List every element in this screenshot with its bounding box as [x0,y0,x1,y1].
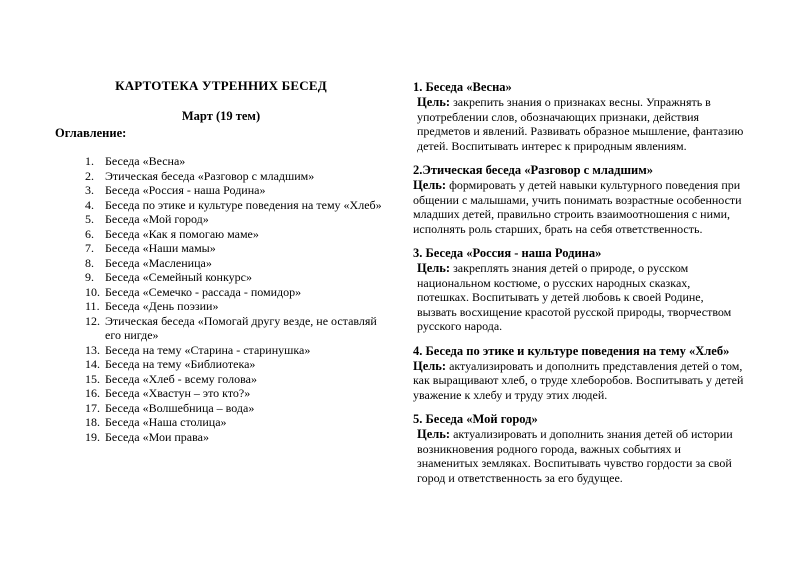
goal-text: закрепить знания о признаках весны. Упражнять в употреблении слов, обозначающих признаки, действия предметов и явлений. Развивать образное мышление, фантазию детей. Воспитывать интерес к природным явлениям. [417,95,744,153]
toc-item: Этическая беседа «Помогай другу везде, не оставляй его нигде» [105,313,377,342]
toc-item: Беседа «Масленица» [105,255,212,270]
section-heading: 4. Беседа по этике и культуре поведения на тему «Хлеб» [413,343,730,358]
toc-item: Беседа «Семечко - рассада - помидор» [105,284,302,299]
section-goal [413,95,745,153]
toc-item: Беседа «Как я помогаю маме» [105,226,259,241]
goal-label: Цель: [413,358,447,373]
document-subtitle: Март (19 тем) [181,109,261,123]
section-goal [413,178,745,236]
toc-item: Беседа «Волшебница – вода» [105,400,255,415]
toc-item: Беседа «Мой город» [105,212,209,226]
section-3 [413,246,745,334]
document-title: КАРТОТЕКА УТРЕННИХ БЕСЕД [115,78,327,93]
goal-label: Цель: [417,95,451,109]
toc-item: Беседа «Хлеб - всему голова» [105,371,257,386]
toc-item: Беседа «Семейный конкурс» [105,270,252,284]
section-heading: 2.Этическая беседа «Разговор с младшим» [413,163,653,177]
left-column [55,78,387,444]
goal-text: актуализировать и дополнить представления детей о том, как выращивают хлеб, о труде хлеборобов. Воспитывать у детей уважение к хлебу и труду этих людей. [413,358,744,402]
toc-item: Беседа «Наша столица» [105,415,227,429]
toc-item: Беседа на тему «Старина - старинушка» [105,342,311,357]
section-heading: 3. Беседа «Россия - наша Родина» [413,246,602,260]
goal-label: Цель: [417,261,451,275]
toc-item: Беседа «Наши мамы» [105,241,216,255]
section-4 [413,344,745,403]
toc-item: Беседа «Хвастун – это кто?» [105,386,251,400]
toc-item: Беседа на тему «Библиотека» [105,357,256,371]
toc-item: Беседа «Мои права» [105,429,209,444]
section-heading: 5. Беседа «Мой город» [413,412,538,426]
section-goal [413,261,745,334]
goal-text: закреплять знания детей о природе, о русском национальном костюме, о русских народных сказках, потешках. Воспитывать у детей любовь к своей Родине, вызвать восхищение красотой русской природы, творчеством русского народа. [417,261,732,333]
section-goal [413,427,745,485]
toc-item: Беседа «День поэзии» [105,299,219,313]
goal-label: Цель: [417,427,451,441]
toc-item: Беседа «Весна» [105,154,186,168]
toc-item: Беседа по этике и культуре поведения на тему «Хлеб» [105,197,382,212]
toc-label: Оглавление: [55,126,127,140]
goal-label: Цель: [413,178,447,192]
goal-text: формировать у детей навыки культурного поведения при общении с малышами, учить понимать возрастные особенности младших детей, правильно строить взаимоотношения с ними, исполнять роль старших, брать на себя ответственность. [413,178,742,236]
section-1 [413,80,745,153]
section-goal [413,359,745,403]
toc-item: Этическая беседа «Разговор с младшим» [105,168,315,183]
section-heading: 1. Беседа «Весна» [413,80,512,94]
right-column [413,80,745,495]
toc-list [55,154,387,444]
goal-text: актуализировать и дополнить знания детей об истории возникновения родного города, важных событиях и знаменитых земляках. Воспитывать чувство гордости за свой город и ответственность за его будущее. [417,427,733,485]
section-5 [413,412,745,485]
toc-item: Беседа «Россия - наша Родина» [105,183,266,197]
section-2 [413,163,745,236]
